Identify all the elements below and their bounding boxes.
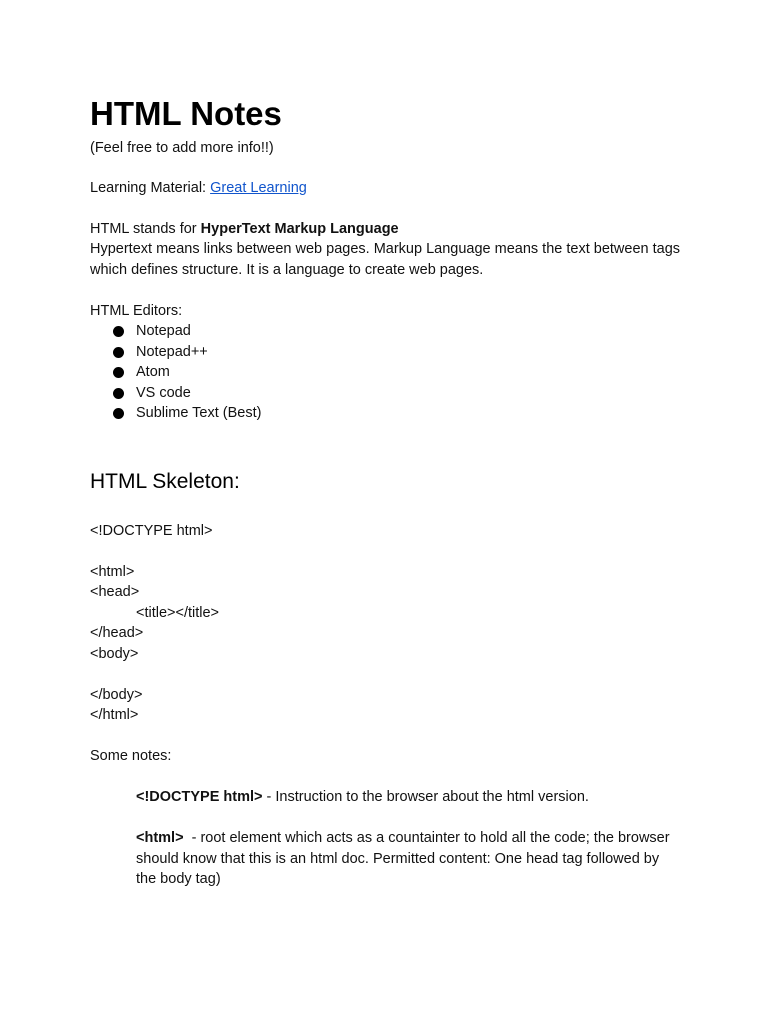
html-definition-line bbox=[90, 219, 399, 239]
list-item bbox=[90, 342, 261, 363]
bullet-icon bbox=[113, 367, 124, 378]
list-item bbox=[90, 383, 261, 404]
list-item bbox=[90, 321, 261, 342]
note-term: <html> bbox=[136, 830, 184, 846]
great-learning-link[interactable]: Great Learning bbox=[210, 180, 307, 196]
skeleton-line-html-open: <html> bbox=[90, 564, 135, 580]
skeleton-line-head-close: </head> bbox=[90, 625, 144, 641]
bullet-icon bbox=[113, 347, 124, 358]
bullet-icon bbox=[113, 388, 124, 399]
skeleton-line-body-close: </body> bbox=[90, 687, 143, 703]
html-stands-for-prefix: HTML stands for bbox=[90, 221, 201, 237]
editor-name: Sublime Text (Best) bbox=[136, 405, 262, 421]
editors-heading: HTML Editors: bbox=[90, 303, 183, 319]
note-doctype bbox=[136, 787, 676, 808]
notes-heading: Some notes: bbox=[90, 748, 172, 764]
note-text: - Instruction to the browser about the html version. bbox=[262, 789, 589, 805]
note-text: - root element which acts as a countainter to hold all the code; the browser should know that this is an html doc. Permitted content: One head tag followed by the body tag) bbox=[136, 830, 674, 887]
list-item bbox=[90, 403, 261, 424]
editor-name: Atom bbox=[136, 364, 170, 380]
note-term: <!DOCTYPE html> bbox=[136, 789, 263, 805]
skeleton-line-body-open: <body> bbox=[90, 646, 139, 662]
skeleton-line-doctype: <!DOCTYPE html> bbox=[90, 523, 213, 539]
editor-name: VS code bbox=[136, 384, 191, 401]
skeleton-line-html-close: </html> bbox=[90, 707, 139, 723]
skeleton-line-head-open: <head> bbox=[90, 584, 140, 600]
html-description: Hypertext means links between web pages. Markup Language means the text between tags which defines structure. It is a language to create web pages. bbox=[90, 241, 681, 278]
skeleton-line-title: <title></title> bbox=[136, 605, 220, 621]
html-full-form: HyperText Markup Language bbox=[200, 221, 399, 237]
editor-name: Notepad++ bbox=[136, 343, 208, 360]
document-title: HTML Notes bbox=[90, 95, 282, 132]
list-item bbox=[90, 362, 261, 383]
learning-material-label: Learning Material: bbox=[90, 180, 211, 196]
bullet-icon bbox=[113, 408, 124, 419]
subtitle: (Feel free to add more info!!) bbox=[90, 140, 274, 156]
editor-name: Notepad bbox=[136, 323, 191, 339]
skeleton-heading: HTML Skeleton: bbox=[90, 470, 240, 493]
editors-list bbox=[90, 321, 261, 424]
note-html bbox=[136, 828, 676, 890]
learning-material-line bbox=[90, 178, 307, 198]
bullet-icon bbox=[113, 326, 124, 337]
